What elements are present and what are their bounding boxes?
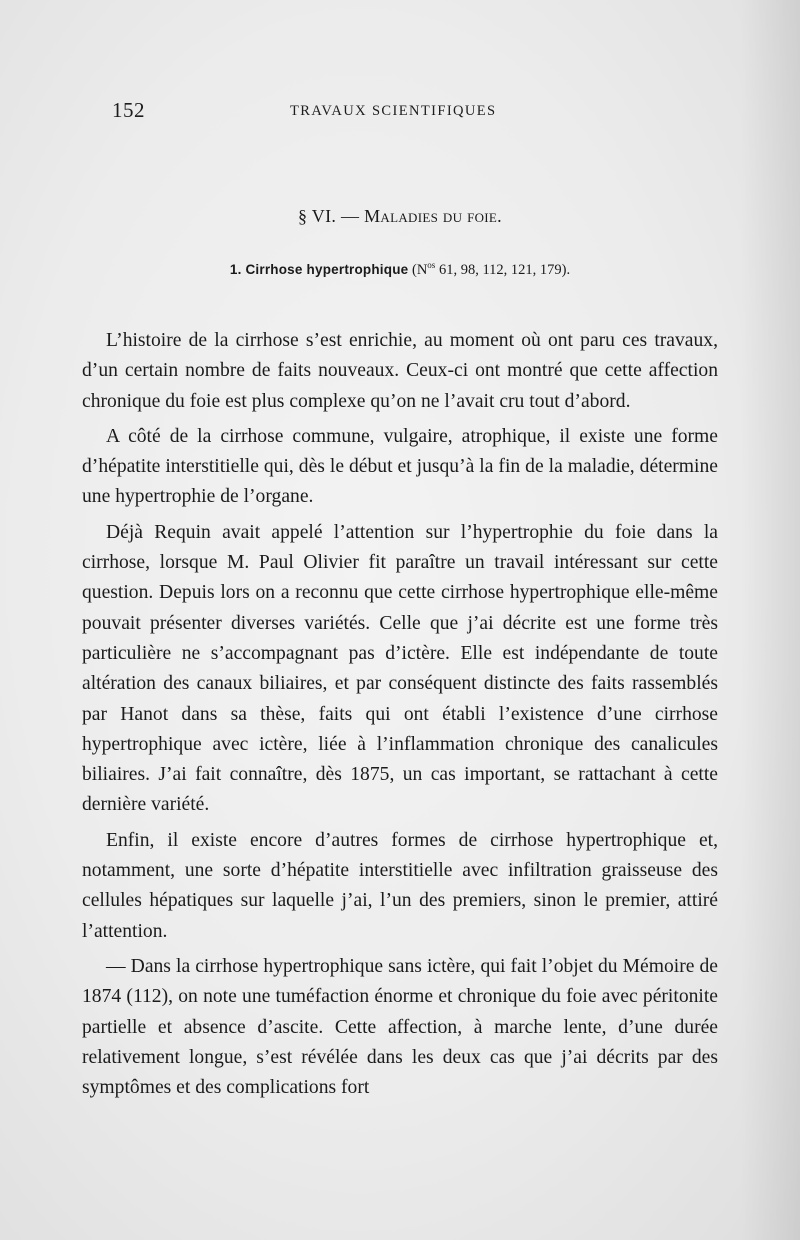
paragraph: L’histoire de la cirrhose s’est enrichie, au moment où ont paru ces travaux, d’un certain nombre de faits nouveaux. Ceux-ci ont montré que cette affection chronique du foie est plus complexe qu’on ne l’avait cru tout d’abord.: [82, 330, 718, 412]
subsection-title: 1. Cirrhose hypertrophique: [229, 261, 409, 277]
paragraph: Déjà Requin avait appelé l’attention sur l’hypertrophie du foie dans la cirrhose, lorsque M. Paul Olivier fit paraître un travail intéressant sur cette question. Depuis lors on a reconnu que cette cirrhose hypertrophique elle-même pouvait présenter diverses variétés. Celle que j’ai décrite est une forme très particulière ne s’accompagnant pas d’ictère. Elle est indépendante de toute altération des canaux biliaires, et par conséquent distincte des faits rassemblés par Hanot dans sa thèse, faits qui ont établi l’existence d’une cirrhose hypertrophique avec ictère, liée à l’inflammation chronique des canalicules biliaires. J’ai fait connaître, dès 1875, un cas important, se rattachant à cette dernière variété.: [82, 521, 718, 816]
subsection-heading: [0, 260, 800, 279]
section-heading-prefix: § VI. —: [298, 206, 365, 226]
subsection-refs-list: 61, 98, 112, 121, 179).: [435, 261, 571, 278]
paragraph: A côté de la cirrhose commune, vulgaire, atrophique, il existe une forme d’hépatite interstitielle qui, dès le début et jusqu’à la fin de la maladie, détermine une hypertrophie de l’organe.: [82, 425, 718, 508]
running-title: TRAVAUX SCIENTIFIQUES: [290, 103, 497, 119]
running-head: [112, 98, 720, 128]
paragraph: Enfin, il existe encore d’autres formes de cirrhose hypertrophique et, notamment, une sorte d’hépatite interstitielle avec infiltration graisseuse des cellules hépatiques sur laquelle j’ai, l’un des premiers, sinon le premier, attiré l’attention.: [82, 829, 718, 942]
paragraph: — Dans la cirrhose hypertrophique sans ictère, qui fait l’objet du Mémoire de 1874 (112), on note une tuméfaction énorme et chronique du foie avec péritonite partielle et absence d’ascite. Cette affection, à marche lente, d’une durée relativement longue, s’est révélée dans les deux cas que j’ai décrits par des symptômes et des complications fort: [82, 955, 718, 1099]
subsection-refs: (N: [411, 261, 428, 278]
page-edge-shadow: [740, 0, 800, 1240]
section-heading: [0, 206, 800, 227]
page-number: 152: [112, 98, 145, 122]
section-heading-title: Maladies du foie.: [364, 206, 502, 226]
body-text: [82, 326, 718, 1108]
subsection-refs-sup: os: [427, 260, 436, 270]
